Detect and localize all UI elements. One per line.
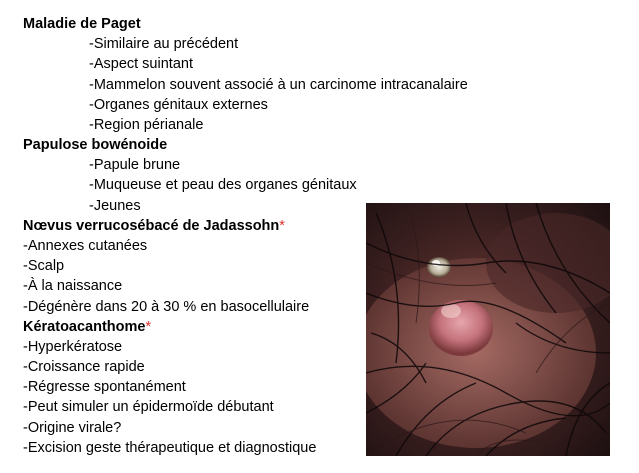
naevus-item: -Scalp bbox=[23, 258, 65, 274]
naevus-asterisk: * bbox=[279, 218, 285, 234]
kerato-item: -Régresse spontanément bbox=[23, 379, 186, 395]
kerato-asterisk: * bbox=[145, 319, 152, 335]
naevus-item: -Annexes cutanées bbox=[23, 238, 148, 254]
kerato-title-text: Kératoacanthome bbox=[23, 319, 146, 335]
kerato-item: -Croissance rapide bbox=[23, 359, 145, 375]
paget-item: -Mammelon souvent associé à un carcinome intracanalaire bbox=[89, 77, 468, 93]
papulose-item: -Muqueuse et peau des organes génitaux bbox=[89, 177, 357, 193]
kerato-item: -Peut simuler un épidermoïde débutant bbox=[23, 399, 274, 415]
kerato-title bbox=[23, 317, 151, 337]
naevus-item: -À la naissance bbox=[23, 278, 123, 294]
paget-item: -Region périanale bbox=[89, 117, 204, 133]
kerato-item: -Origine virale? bbox=[23, 420, 122, 436]
papulose-item: -Papule brune bbox=[89, 157, 181, 173]
paget-item: -Organes génitaux externes bbox=[89, 97, 268, 113]
paget-item: -Similaire au précédent bbox=[89, 36, 239, 52]
paget-item: -Aspect suintant bbox=[89, 56, 193, 72]
lesion-photo bbox=[366, 203, 610, 456]
kerato-item: -Hyperkératose bbox=[23, 339, 123, 355]
paget-title: Maladie de Paget bbox=[23, 16, 141, 32]
naevus-item: -Dégénère dans 20 à 30 % en basocellulaire bbox=[23, 299, 310, 315]
naevus-title bbox=[23, 216, 285, 236]
papulose-item: -Jeunes bbox=[89, 198, 141, 214]
papulose-title: Papulose bowénoide bbox=[23, 137, 168, 153]
naevus-title-text: Nœvus verrucosébacé de Jadassohn bbox=[23, 218, 280, 234]
kerato-item: -Excision geste thérapeutique et diagnostique bbox=[23, 440, 317, 456]
